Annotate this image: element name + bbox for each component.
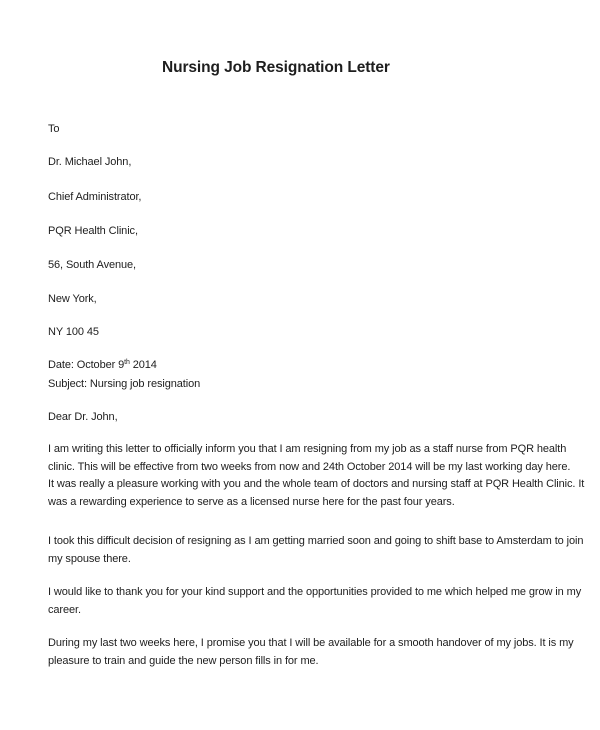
body-paragraph-2 bbox=[48, 533, 584, 568]
recipient-city: New York, bbox=[48, 293, 97, 305]
recipient-organization: PQR Health Clinic, bbox=[48, 225, 138, 237]
recipient-name: Dr. Michael John, bbox=[48, 156, 132, 168]
recipient-position: Chief Administrator, bbox=[48, 191, 142, 203]
paragraph-line: During my last two weeks here, I promise you that I will be available for a smooth handover of my jobs. It is my bbox=[48, 637, 574, 649]
recipient-street: 56, South Avenue, bbox=[48, 259, 137, 271]
paragraph-line: clinic. This will be effective from two weeks from now and 24th October 2014 will be my last working day here. bbox=[48, 460, 571, 473]
paragraph-line: my spouse there. bbox=[48, 552, 131, 565]
recipient-zip: NY 100 45 bbox=[48, 326, 99, 338]
paragraph-line: was a rewarding experience to serve as a licensed nurse here for the past four years. bbox=[48, 495, 455, 508]
paragraph-line: It was really a pleasure working with you and the whole team of doctors and nursing staff at PQR Health Clinic. It bbox=[48, 478, 585, 490]
paragraph-line: I am writing this letter to officially inform you that I am resigning from my job as a staff nurse from PQR health bbox=[48, 443, 567, 455]
date-prefix: Date: October 9 bbox=[48, 359, 125, 371]
body-paragraph-4 bbox=[48, 635, 574, 670]
paragraph-line: pleasure to train and guide the new person fills in for me. bbox=[48, 654, 319, 667]
paragraph-line: I would like to thank you for your kind support and the opportunities provided to me which helped me grow in my bbox=[48, 586, 582, 598]
salutation: Dear Dr. John, bbox=[48, 411, 118, 423]
letter-title: Nursing Job Resignation Letter bbox=[162, 59, 390, 76]
paragraph-line: I took this difficult decision of resigning as I am getting married soon and going to shift base to Amsterdam to join bbox=[48, 535, 584, 547]
paragraph-line: career. bbox=[48, 603, 81, 616]
letter-subject: Subject: Nursing job resignation bbox=[48, 378, 201, 390]
body-paragraph-3 bbox=[48, 584, 582, 619]
date-year: 2014 bbox=[129, 359, 157, 371]
letter-date bbox=[48, 358, 157, 372]
body-paragraph-1 bbox=[48, 441, 585, 511]
date-ordinal-suffix: th bbox=[124, 359, 130, 366]
address-to: To bbox=[48, 123, 60, 135]
